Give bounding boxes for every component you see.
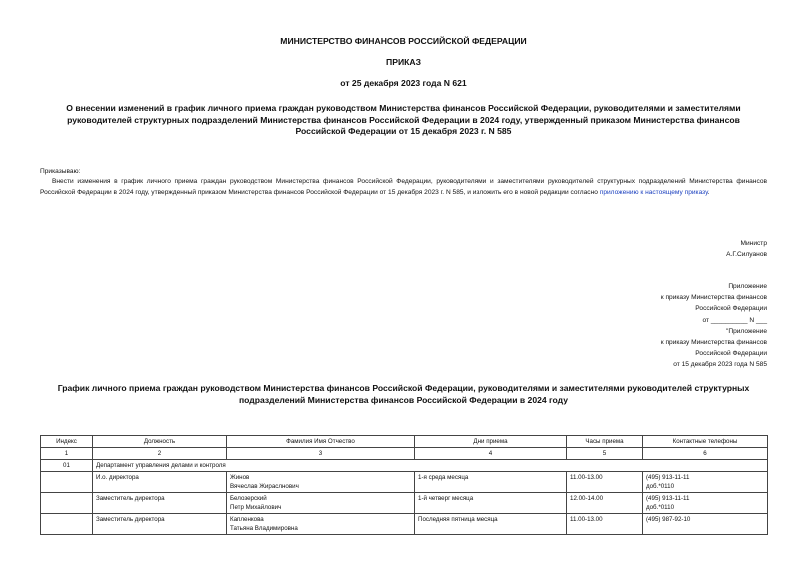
name-cell bbox=[227, 493, 415, 514]
order-date: от 25 декабря 2023 года N 621 bbox=[340, 78, 467, 88]
column-number: 2 bbox=[93, 448, 227, 460]
department-row bbox=[41, 460, 768, 472]
appendix-line: Российской Федерации bbox=[695, 305, 767, 313]
phone: (495) 913-11-11 bbox=[646, 495, 690, 502]
days-cell: 1-я среда месяца bbox=[415, 472, 567, 493]
phone-ext: доб.*0110 bbox=[646, 504, 675, 511]
position-cell: Заместитель директора bbox=[93, 493, 227, 514]
given-names: Вячеслав Жираслнович bbox=[230, 483, 299, 490]
hours-cell: 11.00-13.00 bbox=[567, 514, 643, 535]
index-cell bbox=[41, 472, 93, 493]
signature-block bbox=[726, 238, 767, 260]
given-names: Татьяна Владимировна bbox=[230, 525, 298, 532]
appendix-line: к приказу Министерства финансов bbox=[660, 294, 767, 302]
ministry-heading: МИНИСТЕРСТВО ФИНАНСОВ РОССИЙСКОЙ ФЕДЕРАЦИИ bbox=[280, 36, 527, 46]
position-cell: Заместитель директора bbox=[93, 514, 227, 535]
paragraph-text: Внести изменения в график личного приема граждан руководством Министерства финансов Российской Федерации, руководителями и заместителями руководителей структурных подразделений Министерства финансов Российской Федерации в 2024 году, утвержденный приказом Министерства финансов Российской Федерации от 15 декабря 2023 г. N 585, и изложить его в новой редакции согласно bbox=[40, 178, 767, 197]
days-cell: Последняя пятница месяца bbox=[415, 514, 567, 535]
appendix-line: от __________ N ___ bbox=[702, 316, 767, 324]
column-number: 5 bbox=[567, 448, 643, 460]
appendix-block bbox=[661, 281, 767, 371]
prikazyvayu-label: Приказываю: bbox=[40, 168, 81, 175]
appendix-line: Приложение bbox=[728, 283, 767, 290]
name-cell bbox=[227, 472, 415, 493]
column-number: 4 bbox=[415, 448, 567, 460]
phone-cell bbox=[643, 493, 768, 514]
column-header: Индекс bbox=[41, 436, 93, 448]
position-cell: И.о. директора bbox=[93, 472, 227, 493]
days-cell: 1-й четверг месяца bbox=[415, 493, 567, 514]
signature-position: Министр bbox=[740, 240, 767, 247]
column-header: Часы приема bbox=[567, 436, 643, 448]
department-name: Департамент управления делами и контроля bbox=[93, 460, 768, 472]
department-index: 01 bbox=[41, 460, 93, 472]
phone-cell bbox=[643, 472, 768, 493]
phone: (495) 987-92-10 bbox=[646, 516, 691, 523]
appendix-line: к приказу Министерства финансов bbox=[660, 339, 767, 347]
order-heading: ПРИКАЗ bbox=[386, 57, 421, 67]
table-row bbox=[41, 493, 768, 514]
appendix-line: "Приложение bbox=[725, 327, 767, 335]
appendix-line: Российской Федерации bbox=[695, 350, 767, 358]
schedule-table bbox=[40, 435, 768, 535]
surname: Жинов bbox=[230, 474, 250, 481]
column-header: Фамилия Имя Отчество bbox=[227, 436, 415, 448]
column-number-row bbox=[41, 448, 768, 460]
phone: (495) 913-11-11 bbox=[646, 474, 690, 481]
surname: Капленкова bbox=[230, 516, 264, 523]
column-header: Дни приема bbox=[415, 436, 567, 448]
schedule-title: График личного приема граждан руководством Министерства финансов Российской Федерации, руководителями и заместителями руководителей структурных подразделений Министерства финансов Российской Федерации в 2024 году bbox=[57, 383, 750, 405]
paragraph-end: . bbox=[707, 189, 710, 197]
hours-cell: 12.00-14.00 bbox=[567, 493, 643, 514]
order-paragraph bbox=[40, 176, 767, 198]
column-number: 1 bbox=[41, 448, 93, 460]
column-header: Контактные телефоны bbox=[643, 436, 768, 448]
name-cell bbox=[227, 514, 415, 535]
signature-name: А.Г.Силуанов bbox=[726, 251, 767, 259]
hours-cell: 11.00-13.00 bbox=[567, 472, 643, 493]
column-number: 6 bbox=[643, 448, 768, 460]
appendix-line: от 15 декабря 2023 года N 585 bbox=[673, 361, 767, 369]
column-header: Должность bbox=[93, 436, 227, 448]
table-row bbox=[41, 514, 768, 535]
order-title: О внесении изменений в график личного приема граждан руководством Министерства финансов Российской Федерации, руководителями и заместителями руководителей структурных подразделений Министерства финансов Российской Федерации в 2024 году, утвержденный приказом Министерства финансов Российской Федерации от 15 декабря 2023 г. N 585 bbox=[66, 103, 741, 136]
index-cell bbox=[41, 493, 93, 514]
phone-ext: доб.*0110 bbox=[646, 483, 675, 490]
phone-cell bbox=[643, 514, 768, 535]
appendix-link[interactable]: приложению к настоящему приказу bbox=[599, 189, 708, 197]
table-row bbox=[41, 472, 768, 493]
index-cell bbox=[41, 514, 93, 535]
surname: Белозерский bbox=[230, 495, 267, 502]
given-names: Петр Михайлович bbox=[230, 504, 282, 511]
table-header-row bbox=[41, 436, 768, 448]
column-number: 3 bbox=[227, 448, 415, 460]
